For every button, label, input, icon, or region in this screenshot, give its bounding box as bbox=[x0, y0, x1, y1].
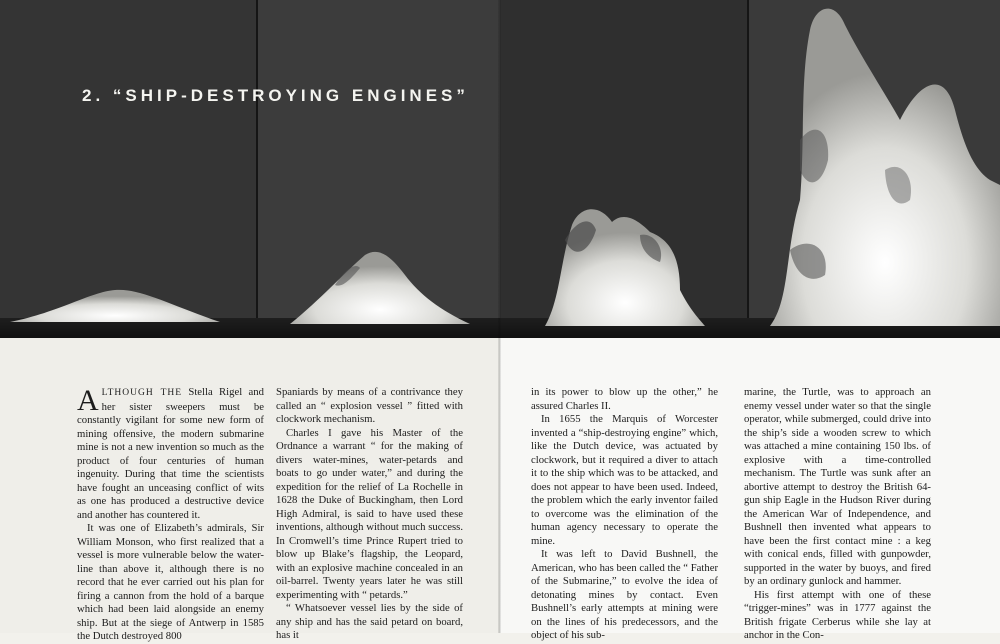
book-gutter bbox=[498, 0, 501, 633]
text-column-2 bbox=[276, 386, 463, 643]
paragraph bbox=[77, 386, 264, 522]
paragraph: His first attempt with one of these “trigger-mines” was in 1777 against the British frigate Cerberus while she lay at anchor in the Con- bbox=[744, 588, 931, 641]
paragraph: “ Whatsoever vessel lies by the side of any ship and has the said petard on board, has it bbox=[276, 602, 463, 641]
panel-divider bbox=[256, 0, 258, 325]
panel-divider bbox=[747, 0, 749, 325]
drop-cap: A bbox=[77, 384, 99, 417]
paragraph-text: Stella Rigel and her sister sweepers must be constantly vigilant for some new form of mining offensive, the modern submarine mine is not a new invention so much as the product of four centuries of human ingenuity. During that time the scientists have fought an unceasing conflict of wits as one has produced a destructive device and another has countered it. bbox=[77, 386, 264, 521]
text-column-4 bbox=[744, 386, 931, 643]
paragraph: Charles I gave his Master of the Ordnance a warrant “ for the making of divers water-mines, water-petards and boats to go under water,” and during the expedition for the relief of La Rochelle in 1628 the Duke of Buckingham, then Lord High Admiral, is said to have used these inventions, although without much success. In Cromwell’s time Prince Rupert tried to blow up Blake’s flagship, the Leopard, with an explosive machine concealed in an oil-barrel. Twenty years later he was still experimenting with “ petards.” bbox=[276, 426, 463, 601]
paragraph: In 1655 the Marquis of Worcester invented a “ship-destroying engine” which, like the Dutch device, was actuated by clockwork, but it required a diver to attach it to the ship which was to be attacked, and does not appear to have been used. Indeed, the problem which the early inventor failed to overcome was the elimination of the human agency necessary to operate the mine. bbox=[531, 413, 718, 547]
paragraph: Spaniards by means of a contrivance they called an “ explosion vessel ” fitted with clockwork mechanism. bbox=[276, 386, 463, 425]
lead-in-smallcaps: LTHOUGH THE bbox=[101, 388, 183, 398]
text-column-1 bbox=[77, 386, 264, 644]
text-column-3 bbox=[531, 386, 718, 643]
chapter-title: 2. “SHIP-DESTROYING ENGINES” bbox=[82, 86, 469, 105]
paragraph: It was one of Elizabeth’s admirals, Sir William Monson, who first realized that a vessel is more vulnerable below the water-line than above it, although there is no record that he ever carried out his plan for firing a cannon from the hold of a barque which had been laid alongside an enemy ship. But at the siege of Antwerp in 1585 the Dutch destroyed 800 bbox=[77, 522, 264, 642]
paragraph: in its power to blow up the other,” he assured Charles II. bbox=[531, 386, 718, 412]
paragraph: marine, the Turtle, was to approach an enemy vessel under water so that the single operator, while submerged, could drive into the ship’s side a wooden screw to which was attached a mine containing 150 lbs. of explosive with a time-controlled mechanism. The Turtle was sunk after an abortive attempt to destroy the British 64-gun ship Eagle in the Hudson River during the American War of Independence, and Bushnell then invented what appears to have been the first contact mine : a keg with conical ends, filled with gunpowder, supported in the water by buoys, and fired by an ordinary gunlock and hammer. bbox=[744, 386, 931, 587]
paragraph: It was left to David Bushnell, the American, who has been called the “ Father of the Submarine,” to evolve the idea of detonating mines by contact. Even Bushnell’s early attempts at mining were on the lines of his predecessors, and the object of his sub- bbox=[531, 548, 718, 641]
